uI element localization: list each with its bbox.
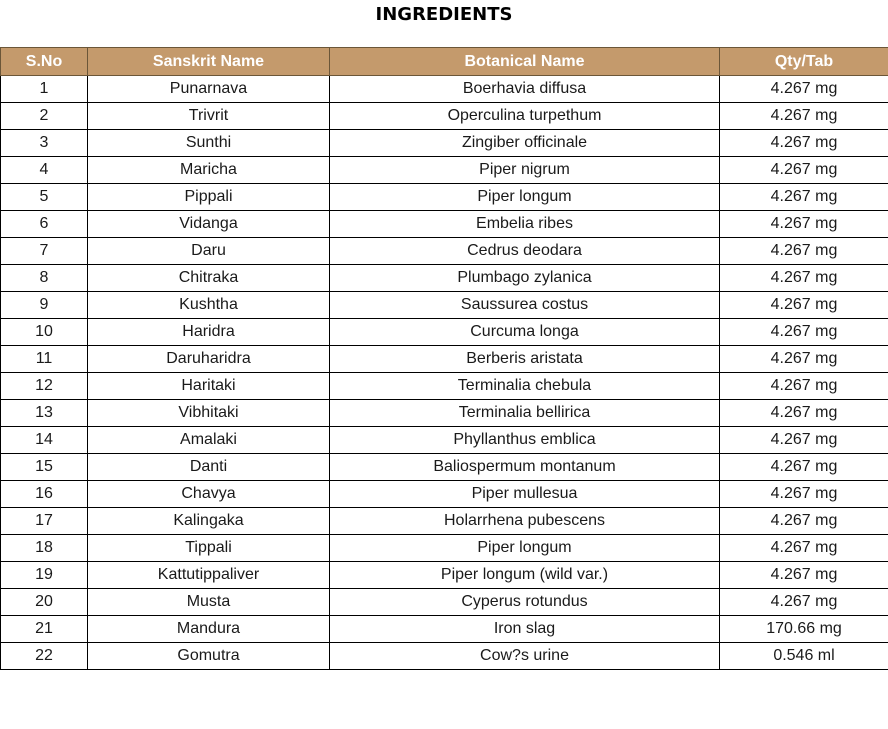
cell-botanical-name: Piper longum (wild var.) bbox=[330, 562, 720, 589]
cell-sanskrit-name: Chavya bbox=[88, 481, 330, 508]
column-header-botanical-name: Botanical Name bbox=[330, 48, 720, 76]
cell-botanical-name: Operculina turpethum bbox=[330, 103, 720, 130]
cell-qty: 4.267 mg bbox=[720, 508, 888, 535]
cell-qty: 4.267 mg bbox=[720, 562, 888, 589]
cell-sanskrit-name: Haridra bbox=[88, 319, 330, 346]
cell-botanical-name: Piper longum bbox=[330, 535, 720, 562]
cell-qty: 4.267 mg bbox=[720, 589, 888, 616]
cell-botanical-name: Berberis aristata bbox=[330, 346, 720, 373]
cell-sno: 1 bbox=[1, 76, 88, 103]
cell-botanical-name: Cedrus deodara bbox=[330, 238, 720, 265]
cell-sno: 12 bbox=[1, 373, 88, 400]
cell-sno: 20 bbox=[1, 589, 88, 616]
cell-qty: 4.267 mg bbox=[720, 130, 888, 157]
cell-qty: 4.267 mg bbox=[720, 184, 888, 211]
cell-sanskrit-name: Daru bbox=[88, 238, 330, 265]
cell-qty: 4.267 mg bbox=[720, 481, 888, 508]
table-header bbox=[1, 48, 888, 76]
cell-sno: 17 bbox=[1, 508, 88, 535]
cell-botanical-name: Embelia ribes bbox=[330, 211, 720, 238]
cell-sanskrit-name: Chitraka bbox=[88, 265, 330, 292]
cell-botanical-name: Saussurea costus bbox=[330, 292, 720, 319]
cell-botanical-name: Plumbago zylanica bbox=[330, 265, 720, 292]
cell-botanical-name: Holarrhena pubescens bbox=[330, 508, 720, 535]
cell-botanical-name: Cow?s urine bbox=[330, 643, 720, 670]
cell-qty: 4.267 mg bbox=[720, 292, 888, 319]
cell-sanskrit-name: Amalaki bbox=[88, 427, 330, 454]
cell-sno: 9 bbox=[1, 292, 88, 319]
cell-botanical-name: Cyperus rotundus bbox=[330, 589, 720, 616]
table-row bbox=[1, 238, 888, 265]
cell-qty: 4.267 mg bbox=[720, 265, 888, 292]
cell-sanskrit-name: Tippali bbox=[88, 535, 330, 562]
table-row bbox=[1, 211, 888, 238]
cell-sno: 6 bbox=[1, 211, 88, 238]
cell-qty: 0.546 ml bbox=[720, 643, 888, 670]
cell-qty: 4.267 mg bbox=[720, 157, 888, 184]
page-title: INGREDIENTS bbox=[375, 4, 513, 25]
cell-qty: 4.267 mg bbox=[720, 427, 888, 454]
table-row bbox=[1, 481, 888, 508]
table-row bbox=[1, 373, 888, 400]
column-header-sno: S.No bbox=[1, 48, 88, 76]
cell-qty: 4.267 mg bbox=[720, 373, 888, 400]
cell-sanskrit-name: Pippali bbox=[88, 184, 330, 211]
cell-botanical-name: Zingiber officinale bbox=[330, 130, 720, 157]
table-body bbox=[1, 76, 888, 670]
table-row bbox=[1, 454, 888, 481]
table-row bbox=[1, 508, 888, 535]
cell-sanskrit-name: Gomutra bbox=[88, 643, 330, 670]
column-header-sanskrit-name: Sanskrit Name bbox=[88, 48, 330, 76]
cell-qty: 4.267 mg bbox=[720, 454, 888, 481]
table-row bbox=[1, 562, 888, 589]
table-row bbox=[1, 346, 888, 373]
cell-sno: 13 bbox=[1, 400, 88, 427]
cell-botanical-name: Boerhavia diffusa bbox=[330, 76, 720, 103]
cell-sno: 10 bbox=[1, 319, 88, 346]
column-header-qty-per-tab: Qty/Tab bbox=[720, 48, 888, 76]
cell-sanskrit-name: Sunthi bbox=[88, 130, 330, 157]
cell-sno: 22 bbox=[1, 643, 88, 670]
cell-sanskrit-name: Kushtha bbox=[88, 292, 330, 319]
cell-sanskrit-name: Punarnava bbox=[88, 76, 330, 103]
cell-sanskrit-name: Danti bbox=[88, 454, 330, 481]
cell-sanskrit-name: Vibhitaki bbox=[88, 400, 330, 427]
cell-sno: 11 bbox=[1, 346, 88, 373]
cell-sanskrit-name: Haritaki bbox=[88, 373, 330, 400]
cell-botanical-name: Piper mullesua bbox=[330, 481, 720, 508]
cell-sno: 3 bbox=[1, 130, 88, 157]
cell-qty: 4.267 mg bbox=[720, 238, 888, 265]
table-row bbox=[1, 292, 888, 319]
table-row bbox=[1, 616, 888, 643]
cell-botanical-name: Terminalia chebula bbox=[330, 373, 720, 400]
cell-sno: 4 bbox=[1, 157, 88, 184]
table-row bbox=[1, 535, 888, 562]
cell-botanical-name: Curcuma longa bbox=[330, 319, 720, 346]
cell-sno: 8 bbox=[1, 265, 88, 292]
table-row bbox=[1, 76, 888, 103]
cell-qty: 4.267 mg bbox=[720, 103, 888, 130]
table-row bbox=[1, 400, 888, 427]
cell-sno: 15 bbox=[1, 454, 88, 481]
cell-sno: 19 bbox=[1, 562, 88, 589]
table-row bbox=[1, 265, 888, 292]
cell-sno: 2 bbox=[1, 103, 88, 130]
table-row bbox=[1, 130, 888, 157]
cell-sno: 5 bbox=[1, 184, 88, 211]
cell-sanskrit-name: Vidanga bbox=[88, 211, 330, 238]
cell-botanical-name: Iron slag bbox=[330, 616, 720, 643]
cell-botanical-name: Piper longum bbox=[330, 184, 720, 211]
cell-sanskrit-name: Daruharidra bbox=[88, 346, 330, 373]
table-row bbox=[1, 427, 888, 454]
table-row bbox=[1, 184, 888, 211]
table-row bbox=[1, 103, 888, 130]
cell-botanical-name: Baliospermum montanum bbox=[330, 454, 720, 481]
cell-sno: 7 bbox=[1, 238, 88, 265]
ingredients-table bbox=[0, 47, 888, 670]
cell-sno: 18 bbox=[1, 535, 88, 562]
cell-qty: 170.66 mg bbox=[720, 616, 888, 643]
cell-sanskrit-name: Musta bbox=[88, 589, 330, 616]
cell-sanskrit-name: Kalingaka bbox=[88, 508, 330, 535]
cell-sno: 14 bbox=[1, 427, 88, 454]
cell-sno: 21 bbox=[1, 616, 88, 643]
cell-qty: 4.267 mg bbox=[720, 211, 888, 238]
cell-sanskrit-name: Mandura bbox=[88, 616, 330, 643]
cell-qty: 4.267 mg bbox=[720, 400, 888, 427]
table-row bbox=[1, 157, 888, 184]
cell-botanical-name: Piper nigrum bbox=[330, 157, 720, 184]
table-row bbox=[1, 589, 888, 616]
cell-sanskrit-name: Maricha bbox=[88, 157, 330, 184]
cell-qty: 4.267 mg bbox=[720, 535, 888, 562]
cell-botanical-name: Phyllanthus emblica bbox=[330, 427, 720, 454]
cell-qty: 4.267 mg bbox=[720, 76, 888, 103]
cell-qty: 4.267 mg bbox=[720, 319, 888, 346]
header-row bbox=[1, 48, 888, 76]
cell-sno: 16 bbox=[1, 481, 88, 508]
table-row bbox=[1, 643, 888, 670]
cell-sanskrit-name: Trivrit bbox=[88, 103, 330, 130]
cell-qty: 4.267 mg bbox=[720, 346, 888, 373]
table-row bbox=[1, 319, 888, 346]
cell-botanical-name: Terminalia bellirica bbox=[330, 400, 720, 427]
cell-sanskrit-name: Kattutippaliver bbox=[88, 562, 330, 589]
